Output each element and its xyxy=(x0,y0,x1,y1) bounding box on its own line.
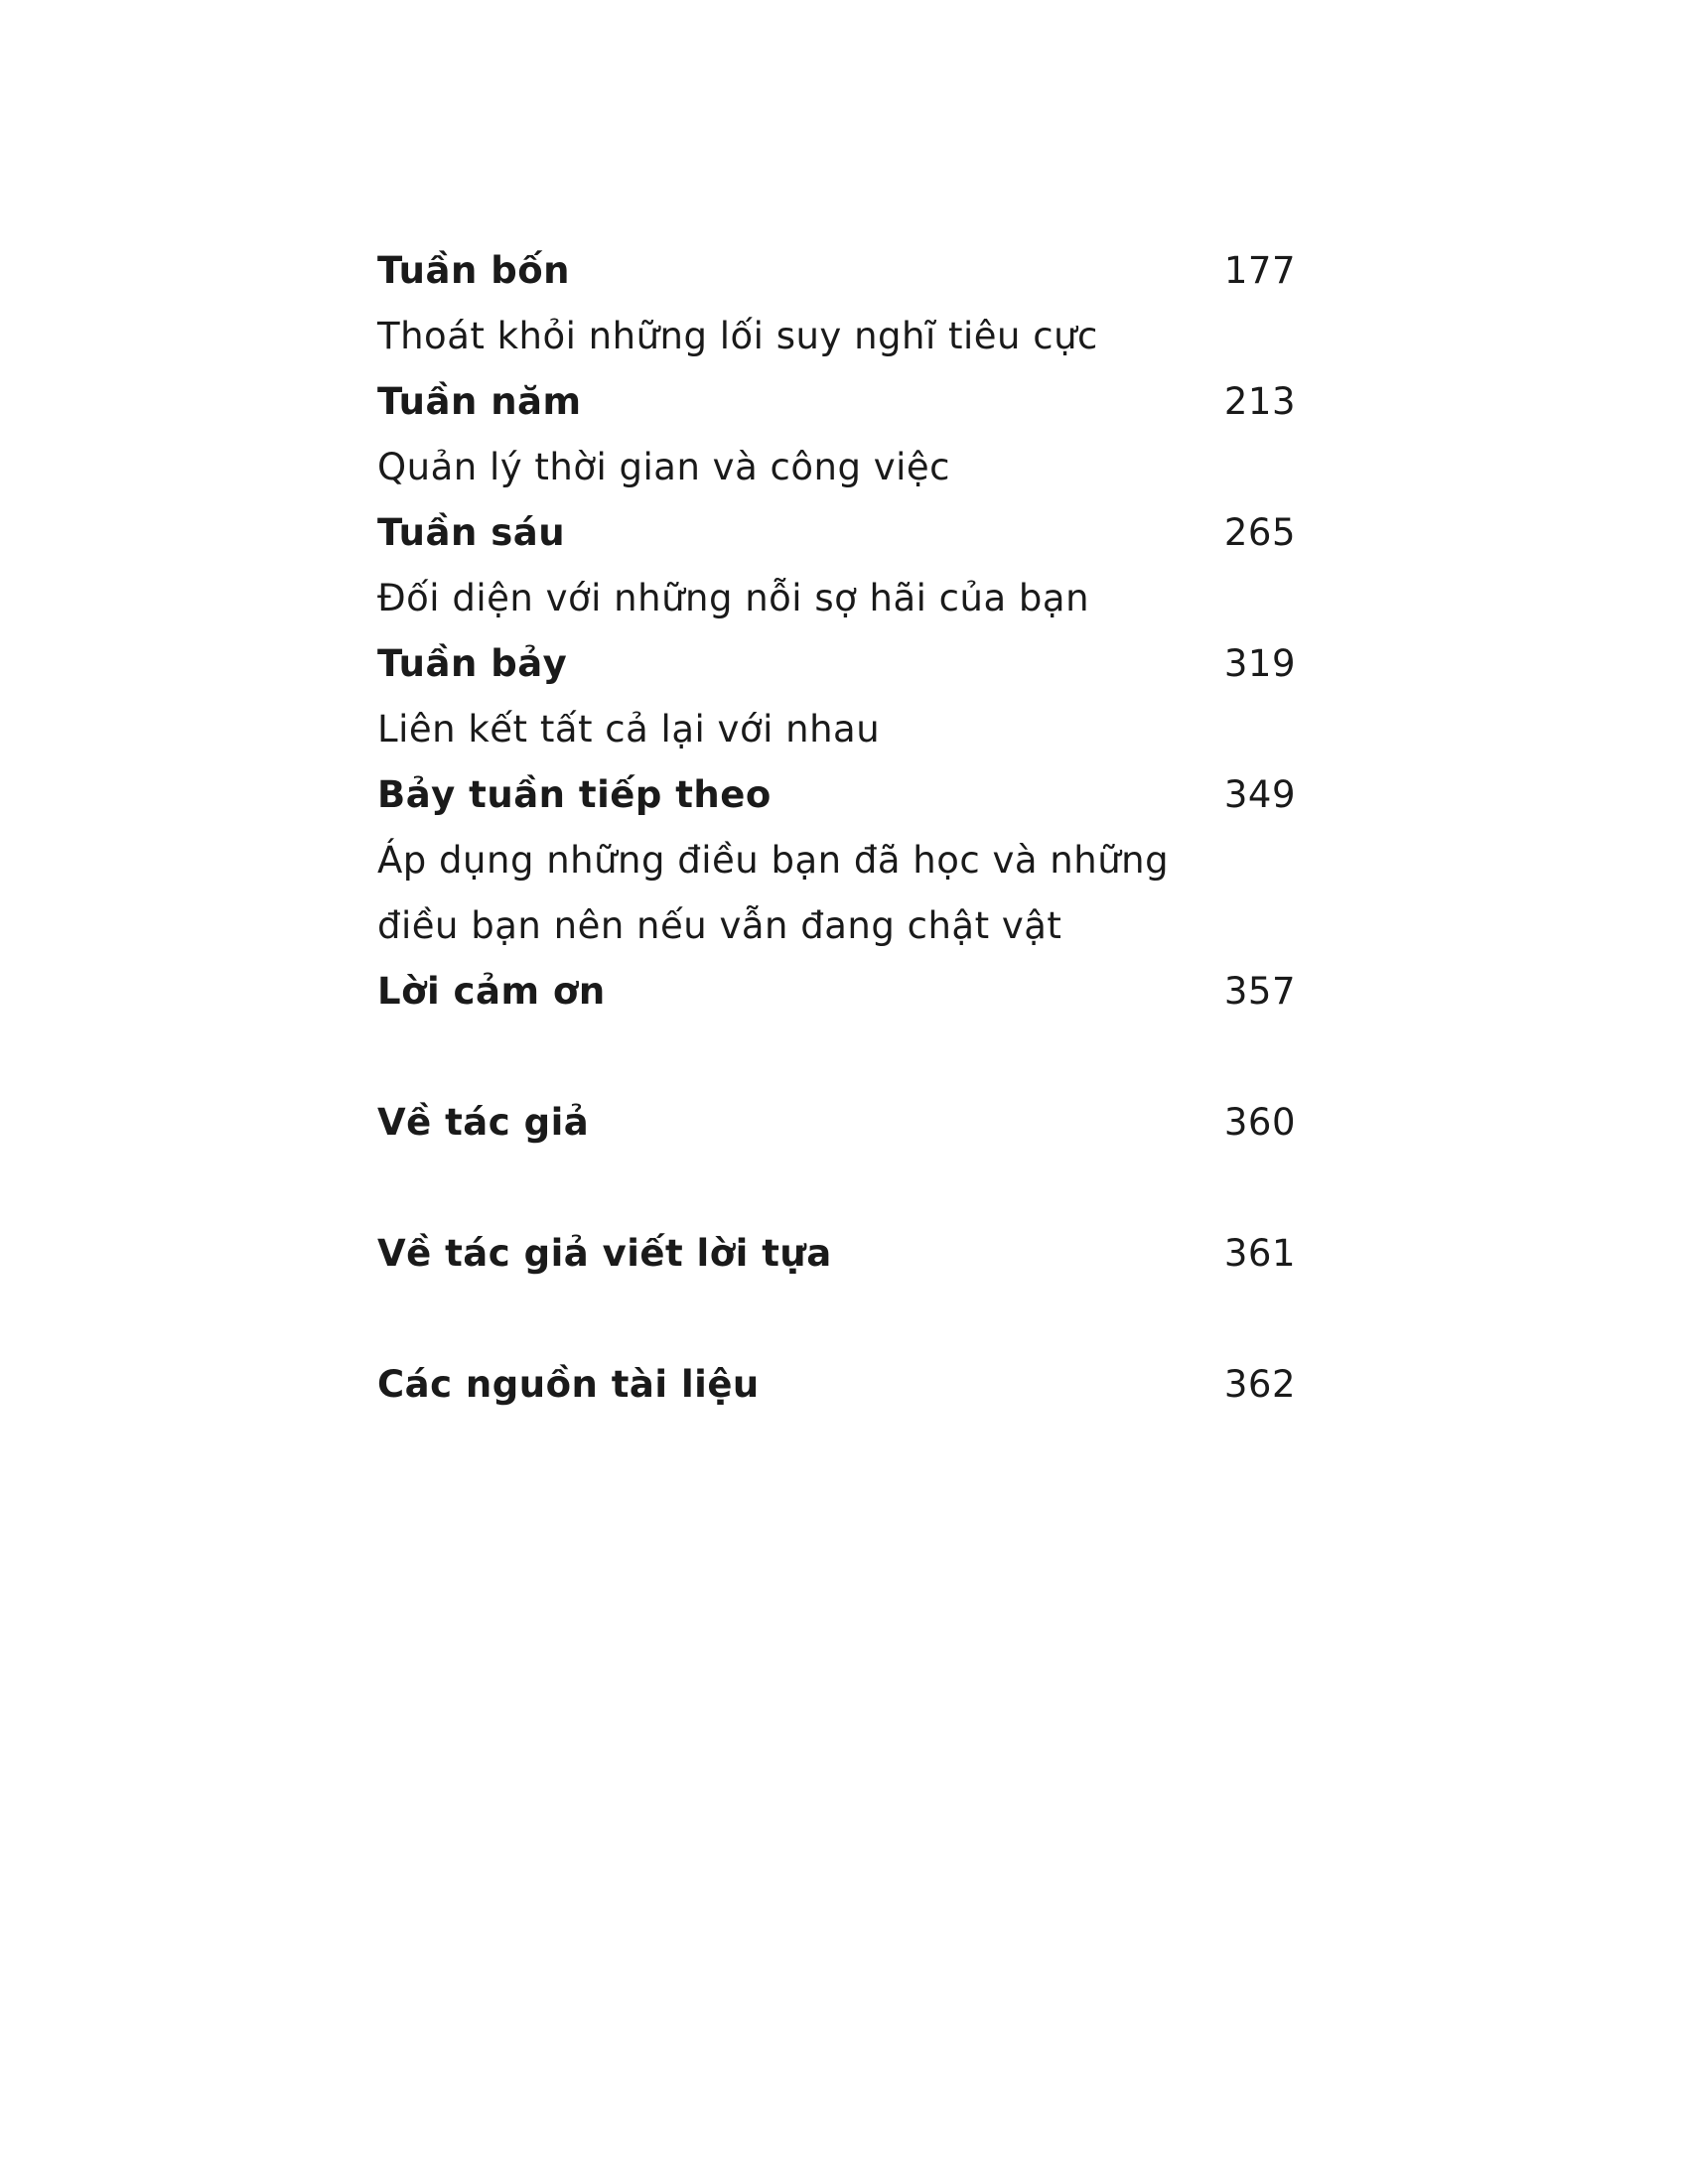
toc-subtitle-text: Liên kết tất cả lại với nhau xyxy=(377,708,881,751)
toc-entry-title: Tuần bốn xyxy=(377,249,570,292)
toc-entry[interactable] xyxy=(377,1090,1296,1156)
toc-subtitle xyxy=(377,566,1296,631)
toc-entry-title: Lời cảm ơn xyxy=(377,970,606,1013)
toc-subtitle xyxy=(377,435,1296,500)
toc-entry-title: Tuần năm xyxy=(377,380,582,423)
toc-entry[interactable] xyxy=(377,959,1296,1024)
toc-entry-page: 177 xyxy=(1223,249,1296,292)
toc-entry-page: 362 xyxy=(1223,1363,1296,1406)
toc-entry-page: 360 xyxy=(1223,1101,1296,1144)
toc-entry-page: 265 xyxy=(1223,511,1296,554)
toc-subtitle xyxy=(377,828,1296,893)
toc-subtitle-text: Áp dụng những điều bạn đã học và những xyxy=(377,839,1170,882)
toc-subtitle-text: Thoát khỏi những lối suy nghĩ tiêu cực xyxy=(377,315,1098,357)
toc-subtitle xyxy=(377,893,1296,959)
toc-entry-page: 357 xyxy=(1223,970,1296,1013)
toc-subtitle xyxy=(377,304,1296,369)
toc-subtitle-text: điều bạn nên nếu vẫn đang chật vật xyxy=(377,904,1062,947)
toc-subtitle-text: Quản lý thời gian và công việc xyxy=(377,446,950,488)
toc-entry-page: 213 xyxy=(1223,380,1296,423)
toc-entry-title: Các nguồn tài liệu xyxy=(377,1363,760,1406)
toc-entry-title: Tuần bảy xyxy=(377,642,568,685)
toc-entry[interactable] xyxy=(377,500,1296,566)
toc-entry-page: 361 xyxy=(1223,1232,1296,1275)
table-of-contents xyxy=(377,238,1296,1418)
toc-subtitle xyxy=(377,697,1296,762)
toc-entry-title: Bảy tuần tiếp theo xyxy=(377,773,772,816)
toc-subtitle-text: Đối diện với những nỗi sợ hãi của bạn xyxy=(377,577,1090,619)
toc-entry[interactable] xyxy=(377,1352,1296,1418)
toc-spacer xyxy=(377,1156,1296,1221)
toc-entry-title: Về tác giả viết lời tựa xyxy=(377,1232,832,1275)
toc-entry[interactable] xyxy=(377,762,1296,828)
toc-entry[interactable] xyxy=(377,631,1296,697)
toc-entry[interactable] xyxy=(377,1221,1296,1287)
toc-entry[interactable] xyxy=(377,238,1296,304)
toc-spacer xyxy=(377,1287,1296,1352)
toc-entry-title: Tuần sáu xyxy=(377,511,566,554)
toc-entry[interactable] xyxy=(377,369,1296,435)
toc-entry-page: 319 xyxy=(1223,642,1296,685)
toc-entry-title: Về tác giả xyxy=(377,1101,590,1144)
toc-entry-page: 349 xyxy=(1223,773,1296,816)
toc-spacer xyxy=(377,1024,1296,1090)
